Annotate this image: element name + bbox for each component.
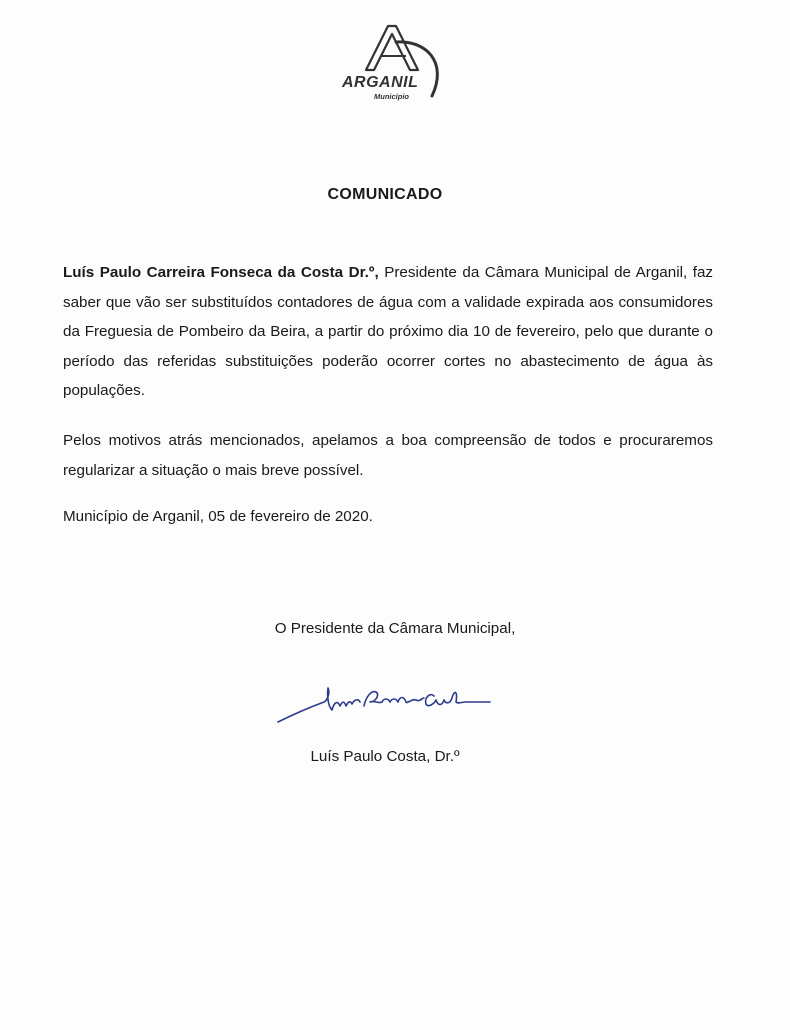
signature-icon <box>272 680 512 728</box>
document-title: COMUNICADO <box>327 186 443 203</box>
logo-name: ARGANIL <box>342 74 419 91</box>
paragraph-apology: Pelos motivos atrás mencionados, apelamos a boa compreensão de todos e procuraremos regularizar a situação o mais breve possível. <box>63 432 713 479</box>
arganil-logo <box>336 22 456 104</box>
president-full-name: Luís Paulo Carreira Fonseca da Costa Dr.º, <box>63 264 379 281</box>
announcement-text: Presidente da Câmara Municipal de Arganil, faz saber que vão ser substituídos contadores de água com a validade expirada aos consumidores da Freguesia de Pombeiro da Beira, a partir do próximo dia 10 de fevereiro, pelo que durante o período das referidas substituições poderão ocorrer cortes no abastecimento de água às populações. <box>63 264 713 399</box>
dateline: Município de Arganil, 05 de fevereiro de 2020. <box>63 508 373 525</box>
handwritten-signature <box>272 680 512 728</box>
paragraph-announcement <box>63 258 713 406</box>
signer-name: Luís Paulo Costa, Dr.º <box>310 748 460 765</box>
closing-line: O Presidente da Câmara Municipal, <box>274 620 516 637</box>
logo-subtitle: Município <box>374 92 409 101</box>
